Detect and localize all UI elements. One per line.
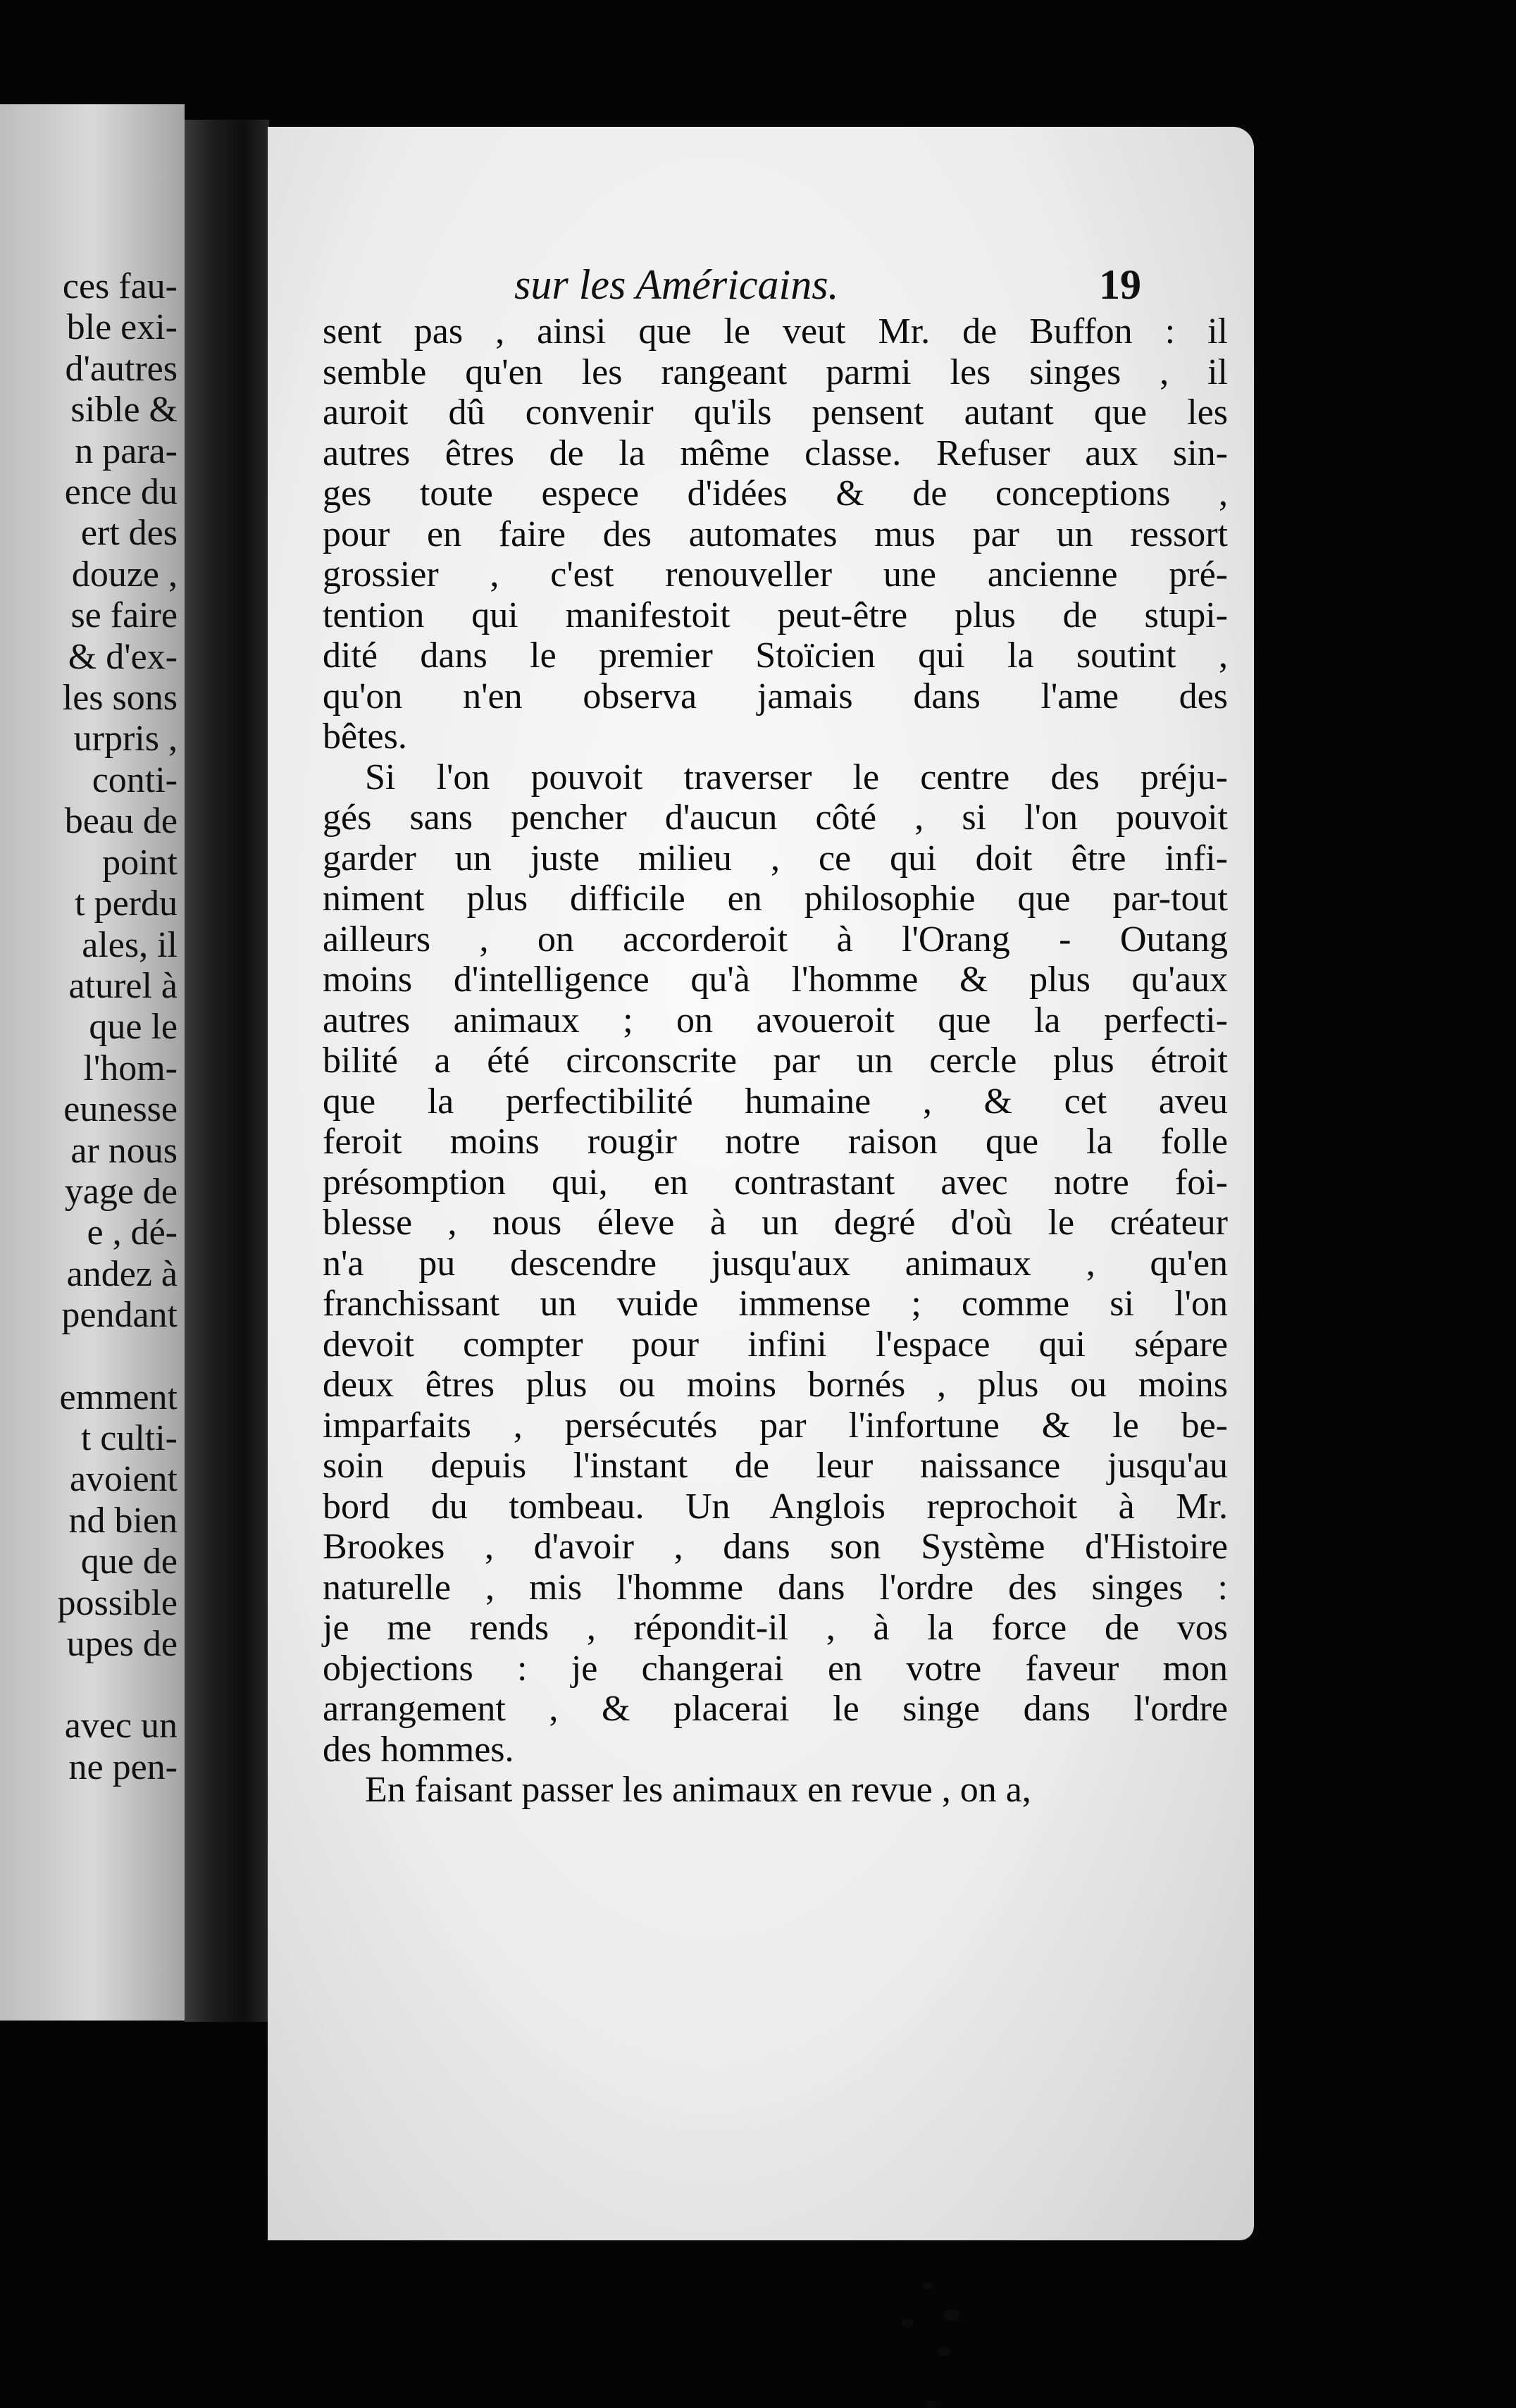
left-facing-page [0,104,185,2021]
left-page-line: pendant [61,1295,178,1336]
left-page-gap [0,1336,178,1377]
left-page-line: se faire [70,595,178,636]
text-line: bord du tombeau. Un Anglois reprochoit à Mr. [323,1486,1228,1527]
text-line: que la perfectibilité humaine , & cet aveu [323,1081,1228,1122]
text-line: franchissant un vuide immense ; comme si l'on [323,1284,1228,1324]
text-line: bilité a été circonscrite par un cercle plus étroit [323,1041,1228,1081]
text-line: En faisant passer les animaux en revue , on a, [365,1770,1031,1810]
left-page-line: yage de [64,1171,178,1212]
text-line: blesse , nous éleve à un degré d'où le créateur [323,1203,1228,1243]
text-line: bêtes. [323,716,407,757]
text-line: objections : je changerai en votre faveur mon [323,1648,1228,1689]
text-line: n'a pu descendre jusqu'aux animaux , qu'en [323,1243,1228,1284]
text-line: gés sans pencher d'aucun côté , si l'on pouvoit [323,798,1228,838]
left-page-line: avec un [64,1706,178,1746]
text-line: dité dans le premier Stoïcien qui la soutint , [323,635,1228,676]
text-line: présomption qui, en contrastant avec notre foi- [323,1162,1228,1203]
ink-speck [944,2309,959,2321]
text-line: deux êtres plus ou moins bornés , plus ou moins [323,1365,1228,1405]
text-line: des hommes. [323,1729,514,1770]
left-page-line: l'hom- [83,1048,178,1088]
left-page-line: conti- [92,759,178,800]
left-page-line: t culti- [80,1417,178,1458]
left-page-line: avoient [69,1459,178,1500]
running-title: sur les Américains. [514,261,839,308]
ink-speck [902,2319,913,2328]
left-page-line: ales, il [82,924,178,965]
left-page-line: e , dé- [87,1212,178,1253]
left-page-line: point [102,842,178,883]
left-page-line: beau de [64,801,178,842]
ink-speck [937,2347,950,2356]
left-page-line: urpris , [73,719,178,759]
page-number: 19 [1099,261,1141,308]
text-line: moins d'intelligence qu'à l'homme & plus qu'aux [323,960,1228,1000]
left-page-line: douze , [71,554,178,595]
left-page-line: ar nous [70,1130,178,1171]
text-line: soin depuis l'instant de leur naissance jusqu'au [323,1446,1228,1486]
text-line: Brookes , d'avoir , dans son Système d'Histoire [323,1527,1228,1567]
left-page-line: ne pen- [68,1746,178,1787]
text-line: autres animaux ; on avoueroit que la perfecti- [323,1000,1228,1041]
text-line: imparfaits , persécutés par l'infortune & le be- [323,1405,1228,1446]
text-line: grossier , c'est renouveller une ancienne pré- [323,554,1228,595]
text-line: devoit compter pour infini l'espace qui sépare [323,1324,1228,1365]
text-line: feroit moins rougir notre raison que la folle [323,1122,1228,1162]
left-page-line: aturel à [68,965,178,1006]
ink-speck [926,2401,936,2408]
text-line: autres êtres de la même classe. Refuser aux sin- [323,433,1228,473]
book-page [268,127,1254,2240]
left-page-line: ble exi- [66,307,178,348]
left-page-line: que le [89,1007,178,1048]
book-gutter [185,120,269,2022]
left-page-line: possible [57,1582,178,1623]
text-line: naturelle , mis l'homme dans l'ordre des singes : [323,1567,1228,1608]
left-page-line: que de [80,1541,178,1582]
text-line: Si l'on pouvoit traverser le centre des préju- [365,757,1228,798]
left-page-line: & d'ex- [68,636,178,677]
left-page-line: nd bien [68,1500,178,1541]
left-page-line: n para- [75,430,178,471]
left-page-line: t perdu [75,883,178,924]
left-page-line: ence du [64,472,178,513]
left-page-line: sible & [70,390,178,430]
text-line: sent pas , ainsi que le veut Mr. de Buffon : il [323,311,1228,352]
text-line: garder un juste milieu , ce qui doit être infi- [323,838,1228,879]
left-page-line: les sons [62,678,178,719]
body-text [323,311,1228,1811]
text-line: semble qu'en les rangeant parmi les singes , il [323,352,1228,392]
left-page-line: emment [59,1377,178,1417]
text-line: arrangement , & placerai le singe dans l'ordre [323,1689,1228,1729]
text-line: ailleurs , on accorderoit à l'Orang - Outang [323,919,1228,960]
left-page-line: d'autres [65,348,178,389]
ink-speck [923,2283,933,2290]
text-line: qu'on n'en observa jamais dans l'ame des [323,676,1228,716]
left-page-line: upes de [66,1624,178,1664]
left-page-text [0,266,178,1788]
left-page-line: ert des [80,513,178,554]
left-page-line: ces fau- [62,266,178,306]
left-page-line: eunesse [63,1089,178,1130]
text-line: tention qui manifestoit peut-être plus de stupi- [323,595,1228,635]
left-page-gap [0,1665,178,1706]
text-line: pour en faire des automates mus par un ressort [323,514,1228,554]
text-line: ges toute espece d'idées & de conceptions , [323,473,1228,514]
left-page-line: andez à [66,1253,178,1294]
text-line: je me rends , répondit-il , à la force de vos [323,1608,1228,1648]
text-line: auroit dû convenir qu'ils pensent autant que les [323,392,1228,433]
text-line: niment plus difficile en philosophie que par-tout [323,879,1228,919]
